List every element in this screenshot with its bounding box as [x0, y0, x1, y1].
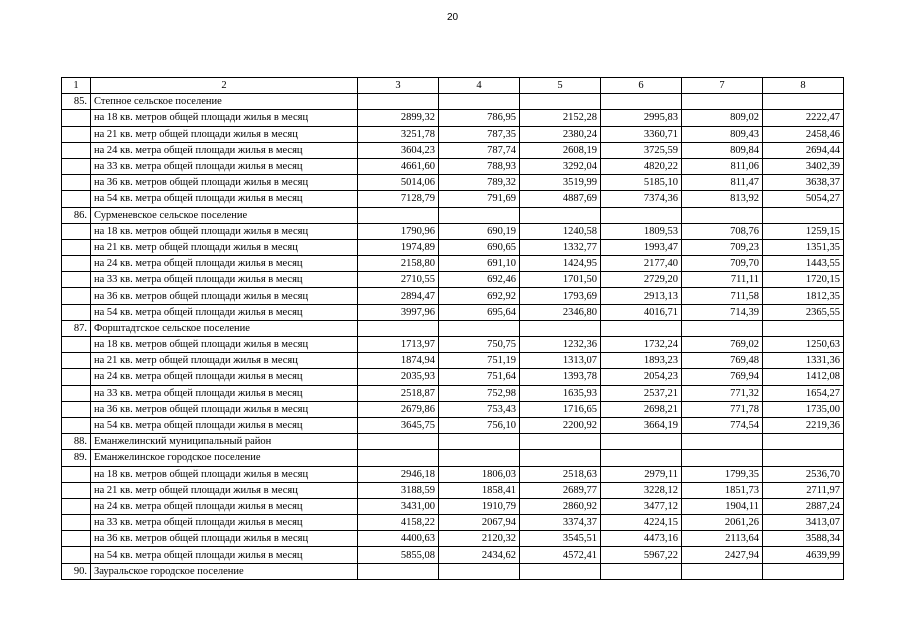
value-cell: 751,64 [439, 369, 520, 385]
value-cell: 788,93 [439, 158, 520, 174]
value-cell: 4400,63 [358, 531, 439, 547]
table-row [62, 353, 844, 369]
empty-cell [439, 450, 520, 466]
empty-cell [358, 563, 439, 579]
row-label: на 18 кв. метров общей площади жилья в месяц [91, 337, 358, 353]
table-row [62, 223, 844, 239]
empty-cell [763, 94, 844, 110]
value-cell: 809,02 [682, 110, 763, 126]
value-cell: 1974,89 [358, 239, 439, 255]
value-cell: 714,39 [682, 304, 763, 320]
value-cell: 813,92 [682, 191, 763, 207]
header-cell: 1 [62, 78, 91, 94]
section-row [62, 563, 844, 579]
value-cell: 5855,08 [358, 547, 439, 563]
value-cell: 2979,11 [601, 466, 682, 482]
value-cell: 2518,63 [520, 466, 601, 482]
empty-cell [763, 320, 844, 336]
value-cell: 2679,86 [358, 401, 439, 417]
value-cell: 1806,03 [439, 466, 520, 482]
page-number: 20 [446, 12, 459, 23]
row-label: на 21 кв. метр общей площади жилья в месяц [91, 126, 358, 142]
table-row [62, 547, 844, 563]
header-cell: 4 [439, 78, 520, 94]
empty-cell [439, 563, 520, 579]
header-row [62, 78, 844, 94]
table-row [62, 531, 844, 547]
value-cell: 3402,39 [763, 158, 844, 174]
value-cell: 3251,78 [358, 126, 439, 142]
empty-cell [358, 207, 439, 223]
empty-cell [62, 482, 91, 498]
header-cell: 8 [763, 78, 844, 94]
value-cell: 3725,59 [601, 142, 682, 158]
value-cell: 756,10 [439, 417, 520, 433]
value-cell: 769,02 [682, 337, 763, 353]
value-cell: 1910,79 [439, 498, 520, 514]
tariff-table [61, 77, 844, 580]
value-cell: 691,10 [439, 256, 520, 272]
table-row [62, 126, 844, 142]
value-cell: 695,64 [439, 304, 520, 320]
value-cell: 1232,36 [520, 337, 601, 353]
value-cell: 7374,36 [601, 191, 682, 207]
header-cell: 2 [91, 78, 358, 94]
row-label: на 54 кв. метра общей площади жилья в месяц [91, 191, 358, 207]
value-cell: 809,84 [682, 142, 763, 158]
value-cell: 1904,11 [682, 498, 763, 514]
row-label: на 24 кв. метра общей площади жилья в месяц [91, 142, 358, 158]
value-cell: 1716,65 [520, 401, 601, 417]
value-cell: 3188,59 [358, 482, 439, 498]
value-cell: 4158,22 [358, 515, 439, 531]
value-cell: 5054,27 [763, 191, 844, 207]
empty-cell [62, 191, 91, 207]
value-cell: 786,95 [439, 110, 520, 126]
row-label: на 21 кв. метр общей площади жилья в месяц [91, 482, 358, 498]
value-cell: 769,48 [682, 353, 763, 369]
value-cell: 7128,79 [358, 191, 439, 207]
empty-cell [601, 450, 682, 466]
empty-cell [62, 110, 91, 126]
value-cell: 2860,92 [520, 498, 601, 514]
empty-cell [601, 94, 682, 110]
value-cell: 1893,23 [601, 353, 682, 369]
value-cell: 2995,83 [601, 110, 682, 126]
value-cell: 709,70 [682, 256, 763, 272]
row-label: на 24 кв. метра общей площади жилья в месяц [91, 256, 358, 272]
value-cell: 3645,75 [358, 417, 439, 433]
value-cell: 3292,04 [520, 158, 601, 174]
value-cell: 2458,46 [763, 126, 844, 142]
value-cell: 5014,06 [358, 175, 439, 191]
value-cell: 750,75 [439, 337, 520, 353]
value-cell: 708,76 [682, 223, 763, 239]
value-cell: 811,47 [682, 175, 763, 191]
empty-cell [601, 320, 682, 336]
empty-cell [682, 320, 763, 336]
row-label: на 54 кв. метра общей площади жилья в месяц [91, 547, 358, 563]
table-row [62, 369, 844, 385]
value-cell: 1635,93 [520, 385, 601, 401]
table-row [62, 142, 844, 158]
section-row [62, 320, 844, 336]
value-cell: 2061,26 [682, 515, 763, 531]
empty-cell [358, 434, 439, 450]
section-number: 88. [62, 434, 91, 450]
table-row [62, 401, 844, 417]
row-label: на 36 кв. метров общей площади жилья в месяц [91, 531, 358, 547]
row-label: на 18 кв. метров общей площади жилья в месяц [91, 110, 358, 126]
value-cell: 752,98 [439, 385, 520, 401]
empty-cell [62, 547, 91, 563]
empty-cell [439, 434, 520, 450]
value-cell: 1735,00 [763, 401, 844, 417]
table-row [62, 158, 844, 174]
empty-cell [62, 288, 91, 304]
empty-cell [62, 239, 91, 255]
value-cell: 1424,95 [520, 256, 601, 272]
empty-cell [682, 207, 763, 223]
section-row [62, 94, 844, 110]
table-row [62, 272, 844, 288]
header-cell: 7 [682, 78, 763, 94]
empty-cell [763, 450, 844, 466]
empty-cell [62, 498, 91, 514]
value-cell: 787,35 [439, 126, 520, 142]
section-name: Зауральское городское поселение [91, 563, 358, 579]
row-label: на 18 кв. метров общей площади жилья в месяц [91, 466, 358, 482]
value-cell: 4473,16 [601, 531, 682, 547]
value-cell: 2219,36 [763, 417, 844, 433]
value-cell: 1332,77 [520, 239, 601, 255]
empty-cell [62, 353, 91, 369]
value-cell: 1313,07 [520, 353, 601, 369]
row-label: на 36 кв. метров общей площади жилья в месяц [91, 175, 358, 191]
value-cell: 2222,47 [763, 110, 844, 126]
row-label: на 33 кв. метра общей площади жилья в месяц [91, 272, 358, 288]
value-cell: 2689,77 [520, 482, 601, 498]
value-cell: 2913,13 [601, 288, 682, 304]
value-cell: 2894,47 [358, 288, 439, 304]
value-cell: 791,69 [439, 191, 520, 207]
value-cell: 1443,55 [763, 256, 844, 272]
value-cell: 1874,94 [358, 353, 439, 369]
value-cell: 4572,41 [520, 547, 601, 563]
value-cell: 1654,27 [763, 385, 844, 401]
value-cell: 2054,23 [601, 369, 682, 385]
row-label: на 33 кв. метра общей площади жилья в месяц [91, 385, 358, 401]
value-cell: 2113,64 [682, 531, 763, 547]
table-row [62, 466, 844, 482]
value-cell: 4820,22 [601, 158, 682, 174]
empty-cell [601, 563, 682, 579]
section-number: 85. [62, 94, 91, 110]
row-label: на 33 кв. метра общей площади жилья в месяц [91, 515, 358, 531]
empty-cell [439, 320, 520, 336]
value-cell: 692,46 [439, 272, 520, 288]
empty-cell [62, 466, 91, 482]
empty-cell [62, 175, 91, 191]
table-row [62, 175, 844, 191]
section-row [62, 207, 844, 223]
value-cell: 753,43 [439, 401, 520, 417]
empty-cell [62, 142, 91, 158]
value-cell: 2887,24 [763, 498, 844, 514]
value-cell: 1713,97 [358, 337, 439, 353]
value-cell: 2899,32 [358, 110, 439, 126]
empty-cell [439, 94, 520, 110]
section-number: 86. [62, 207, 91, 223]
value-cell: 1240,58 [520, 223, 601, 239]
empty-cell [62, 337, 91, 353]
value-cell: 1732,24 [601, 337, 682, 353]
value-cell: 3604,23 [358, 142, 439, 158]
table-row [62, 110, 844, 126]
empty-cell [62, 304, 91, 320]
row-label: на 21 кв. метр общей площади жилья в месяц [91, 239, 358, 255]
value-cell: 1701,50 [520, 272, 601, 288]
value-cell: 4887,69 [520, 191, 601, 207]
value-cell: 2035,93 [358, 369, 439, 385]
section-name: Степное сельское поселение [91, 94, 358, 110]
value-cell: 2711,97 [763, 482, 844, 498]
row-label: на 24 кв. метра общей площади жилья в месяц [91, 369, 358, 385]
value-cell: 787,74 [439, 142, 520, 158]
value-cell: 3477,12 [601, 498, 682, 514]
empty-cell [358, 450, 439, 466]
header-cell: 3 [358, 78, 439, 94]
value-cell: 5967,22 [601, 547, 682, 563]
value-cell: 2120,32 [439, 531, 520, 547]
value-cell: 1809,53 [601, 223, 682, 239]
row-label: на 24 кв. метра общей площади жилья в месяц [91, 498, 358, 514]
value-cell: 2346,80 [520, 304, 601, 320]
row-label: на 54 кв. метра общей площади жилья в месяц [91, 417, 358, 433]
empty-cell [62, 385, 91, 401]
value-cell: 3519,99 [520, 175, 601, 191]
empty-cell [763, 434, 844, 450]
value-cell: 789,32 [439, 175, 520, 191]
value-cell: 2200,92 [520, 417, 601, 433]
header-cell: 6 [601, 78, 682, 94]
table-row [62, 417, 844, 433]
empty-cell [62, 515, 91, 531]
value-cell: 690,19 [439, 223, 520, 239]
value-cell: 692,92 [439, 288, 520, 304]
section-row [62, 450, 844, 466]
empty-cell [763, 563, 844, 579]
value-cell: 3431,00 [358, 498, 439, 514]
table-row [62, 288, 844, 304]
value-cell: 3588,34 [763, 531, 844, 547]
value-cell: 1851,73 [682, 482, 763, 498]
table-row [62, 515, 844, 531]
section-name: Форштадтское сельское поселение [91, 320, 358, 336]
value-cell: 2380,24 [520, 126, 601, 142]
value-cell: 2158,80 [358, 256, 439, 272]
value-cell: 2427,94 [682, 547, 763, 563]
value-cell: 3545,51 [520, 531, 601, 547]
empty-cell [62, 272, 91, 288]
row-label: на 36 кв. метров общей площади жилья в месяц [91, 401, 358, 417]
value-cell: 4661,60 [358, 158, 439, 174]
value-cell: 4639,99 [763, 547, 844, 563]
value-cell: 1793,69 [520, 288, 601, 304]
empty-cell [601, 207, 682, 223]
empty-cell [358, 94, 439, 110]
value-cell: 774,54 [682, 417, 763, 433]
value-cell: 2729,20 [601, 272, 682, 288]
section-name: Сурменевское сельское поселение [91, 207, 358, 223]
value-cell: 1351,35 [763, 239, 844, 255]
section-number: 89. [62, 450, 91, 466]
table-row [62, 191, 844, 207]
empty-cell [682, 563, 763, 579]
section-name: Еманжелинский муниципальный район [91, 434, 358, 450]
table-row [62, 256, 844, 272]
value-cell: 5185,10 [601, 175, 682, 191]
empty-cell [62, 369, 91, 385]
table-row [62, 498, 844, 514]
value-cell: 1799,35 [682, 466, 763, 482]
table-row [62, 239, 844, 255]
value-cell: 771,32 [682, 385, 763, 401]
header-cell: 5 [520, 78, 601, 94]
row-label: на 21 кв. метр общей площади жилья в месяц [91, 353, 358, 369]
empty-cell [520, 563, 601, 579]
value-cell: 4016,71 [601, 304, 682, 320]
value-cell: 2434,62 [439, 547, 520, 563]
empty-cell [358, 320, 439, 336]
value-cell: 771,78 [682, 401, 763, 417]
empty-cell [682, 434, 763, 450]
value-cell: 3638,37 [763, 175, 844, 191]
value-cell: 1993,47 [601, 239, 682, 255]
table-row [62, 304, 844, 320]
empty-cell [439, 207, 520, 223]
empty-cell [62, 256, 91, 272]
value-cell: 1250,63 [763, 337, 844, 353]
empty-cell [62, 158, 91, 174]
value-cell: 1393,78 [520, 369, 601, 385]
empty-cell [682, 94, 763, 110]
value-cell: 1812,35 [763, 288, 844, 304]
value-cell: 2537,21 [601, 385, 682, 401]
value-cell: 1720,15 [763, 272, 844, 288]
value-cell: 3228,12 [601, 482, 682, 498]
empty-cell [682, 450, 763, 466]
value-cell: 751,19 [439, 353, 520, 369]
row-label: на 54 кв. метра общей площади жилья в месяц [91, 304, 358, 320]
row-label: на 33 кв. метра общей площади жилья в месяц [91, 158, 358, 174]
row-label: на 18 кв. метров общей площади жилья в месяц [91, 223, 358, 239]
value-cell: 1331,36 [763, 353, 844, 369]
empty-cell [520, 320, 601, 336]
value-cell: 4224,15 [601, 515, 682, 531]
section-number: 87. [62, 320, 91, 336]
value-cell: 2177,40 [601, 256, 682, 272]
empty-cell [62, 223, 91, 239]
value-cell: 2152,28 [520, 110, 601, 126]
row-label: на 36 кв. метров общей площади жилья в месяц [91, 288, 358, 304]
value-cell: 3374,37 [520, 515, 601, 531]
value-cell: 711,58 [682, 288, 763, 304]
value-cell: 690,65 [439, 239, 520, 255]
table-row [62, 385, 844, 401]
value-cell: 1790,96 [358, 223, 439, 239]
section-name: Еманжелинское городское поселение [91, 450, 358, 466]
value-cell: 1858,41 [439, 482, 520, 498]
value-cell: 2946,18 [358, 466, 439, 482]
value-cell: 3664,19 [601, 417, 682, 433]
empty-cell [62, 531, 91, 547]
value-cell: 2694,44 [763, 142, 844, 158]
value-cell: 1412,08 [763, 369, 844, 385]
empty-cell [601, 434, 682, 450]
empty-cell [763, 207, 844, 223]
section-number: 90. [62, 563, 91, 579]
value-cell: 2698,21 [601, 401, 682, 417]
value-cell: 711,11 [682, 272, 763, 288]
value-cell: 809,43 [682, 126, 763, 142]
value-cell: 2365,55 [763, 304, 844, 320]
empty-cell [520, 434, 601, 450]
value-cell: 3413,07 [763, 515, 844, 531]
empty-cell [520, 450, 601, 466]
table-body [62, 78, 844, 580]
value-cell: 1259,15 [763, 223, 844, 239]
empty-cell [62, 126, 91, 142]
value-cell: 2518,87 [358, 385, 439, 401]
table-row [62, 337, 844, 353]
empty-cell [62, 417, 91, 433]
value-cell: 769,94 [682, 369, 763, 385]
empty-cell [62, 401, 91, 417]
empty-cell [520, 207, 601, 223]
value-cell: 2710,55 [358, 272, 439, 288]
table-row [62, 482, 844, 498]
value-cell: 709,23 [682, 239, 763, 255]
value-cell: 2608,19 [520, 142, 601, 158]
value-cell: 2536,70 [763, 466, 844, 482]
empty-cell [520, 94, 601, 110]
value-cell: 811,06 [682, 158, 763, 174]
section-row [62, 434, 844, 450]
value-cell: 3360,71 [601, 126, 682, 142]
value-cell: 2067,94 [439, 515, 520, 531]
value-cell: 3997,96 [358, 304, 439, 320]
